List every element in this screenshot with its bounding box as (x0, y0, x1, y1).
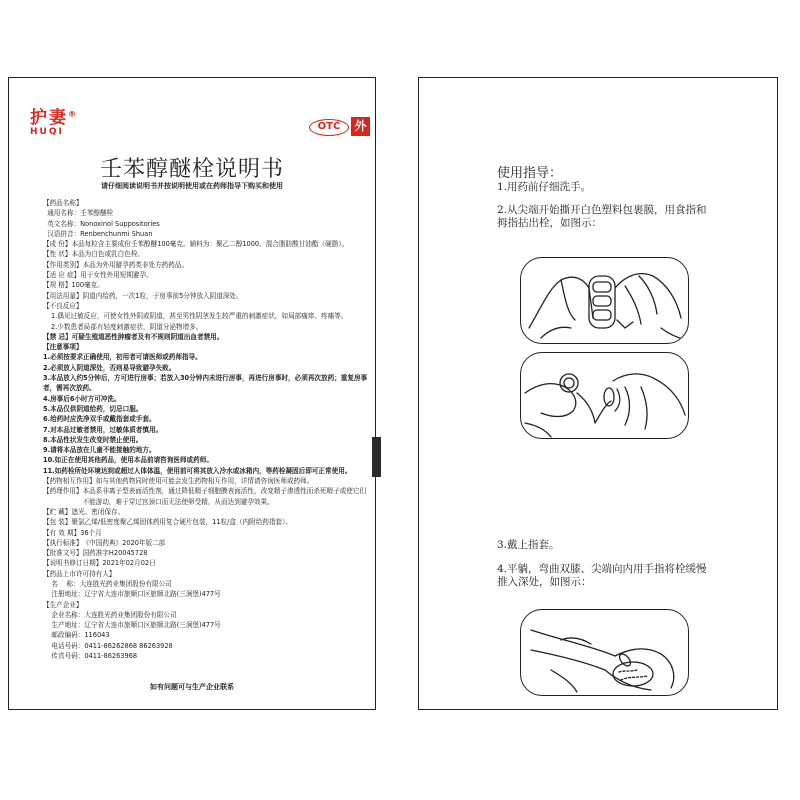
leaflet-section (43, 270, 369, 280)
field-value (83, 198, 369, 208)
leaflet-section (43, 229, 369, 239)
registered-mark: ® (68, 109, 78, 119)
document-subtitle: 请仔细阅读说明书并按说明使用或在药师指导下购买和使用 (101, 182, 283, 190)
field-label: 英文名称： (43, 219, 81, 228)
leaflet-section (43, 301, 369, 311)
illustration-take-out-suppository (520, 352, 689, 439)
precaution-item: 8.本品性状发生改变时禁止使用。 (43, 435, 143, 444)
field-value: 2021年02月02日 (102, 559, 156, 568)
illustration-peel-wrapper (520, 257, 689, 344)
field-label: 生产地址： (43, 621, 85, 630)
precaution-item: 4.房事后6小时方可冲洗。 (43, 394, 121, 403)
leaflet-section (43, 507, 369, 517)
field-label: 【用法用量】 (43, 291, 83, 300)
field-value (116, 569, 369, 579)
document-title: 壬苯醇醚栓说明书 (99, 157, 284, 182)
brand-name-cn: 护妻 (30, 108, 68, 128)
leaflet-section (43, 219, 369, 229)
field-label: 【规 格】 (43, 281, 72, 290)
field-value: 《中国药典》2020年版二部 (82, 538, 166, 547)
field-label: 电话号码： (43, 641, 85, 650)
leaflet-section (43, 486, 369, 507)
leaflet-section (43, 651, 369, 661)
field-value: 100毫克。 (71, 281, 104, 290)
leaflet-section (43, 558, 369, 568)
field-value: 辽宁省大连市旅顺口区旅顺北路(三涧堡)477号 (84, 590, 221, 599)
usage-guide-title: 使用指导： (497, 166, 563, 181)
illustration-insert-suppository (520, 609, 689, 696)
contraindications: 【禁 忌】 可疑生殖道恶性肿瘤者及有不规则阴道出血者禁用。 (43, 332, 224, 341)
field-value (83, 301, 369, 311)
field-value: Renbenchunmi Shuan (80, 229, 153, 238)
precaution-item: 1.必须按要求正确使用，初用者可请医师或药师指导。 (43, 353, 202, 362)
usage-step-4: 4.平躺，弯曲双膝、尖端向内用手指将栓缓慢推入深处，如图示： (497, 563, 707, 588)
field-label: 【性 状】 (43, 250, 72, 259)
field-value: 遮光、密闭保存。 (71, 507, 125, 516)
leaflet-section (43, 620, 369, 630)
precaution-item: 2.必须放入阴道深处，否则易导致避孕失败。 (43, 363, 176, 372)
field-label: 【说明书修订日期】 (43, 559, 103, 568)
field-value: 国药准字H20045728 (82, 549, 148, 558)
leaflet-section (43, 641, 369, 651)
field-label: 【包 装】 (43, 518, 72, 527)
field-value: 用于女性外用短期避孕。 (80, 271, 153, 280)
field-label: 邮政编码： (43, 631, 85, 640)
leaflet-section (43, 208, 369, 218)
field-label: 【药品名称】 (43, 199, 83, 207)
field-value: 本品每粒含主要成份壬苯醇醚100毫克。辅料为：聚乙二醇1000、混合脂肪酸甘油酯（硬脂）。 (71, 240, 349, 249)
leaflet-section (43, 249, 369, 259)
right-page (418, 77, 778, 710)
field-value: 36个月 (80, 528, 102, 537)
field-label: 企业名称： (43, 610, 85, 619)
field-value: 大连胜光药业集团股份有限公司 (79, 579, 172, 588)
leaflet-section (43, 600, 369, 610)
usage-step-2: 2.从尖端开始撕开白色塑料包裹膜，用食指和拇指拈出栓，如图示： (497, 204, 707, 229)
brand-logo (30, 110, 78, 137)
field-label: 【执行标准】 (43, 538, 83, 547)
field-label: 注册地址： (43, 590, 85, 599)
leaflet-section (43, 239, 369, 249)
leaflet-section (43, 528, 369, 538)
leaflet-content (43, 198, 369, 661)
precaution-item: 11.如药栓所处环境达到或超过人体体温，使用前可将其放入冷水或冰箱内，等药栓凝固后即可正常使用。 (43, 466, 352, 475)
field-value: 本品为外用避孕药类非处方药药品。 (82, 260, 189, 269)
field-label: 【有 效 期】 (43, 528, 81, 537)
field-label: 通用名称： (43, 209, 81, 218)
external-use-badge: 外 (351, 117, 370, 136)
page-tab-marker (372, 437, 381, 477)
field-value: 大连胜光药业集团股份有限公司 (84, 610, 177, 619)
leaflet-section (43, 589, 369, 599)
leaflet-section (43, 569, 369, 579)
otc-badge: OTC (309, 119, 349, 136)
field-value: 116043 (84, 631, 110, 640)
precaution-item: 6.给药时应洗净双手或戴指套或手套。 (43, 415, 156, 424)
field-value: 聚氯乙烯/低密度聚乙烯固体药用复合硬片包装，11粒/盒（内附给药指套）。 (71, 518, 293, 527)
field-label: 【药品上市许可持有人】 (43, 569, 116, 578)
field-label: 【适 应 症】 (43, 271, 81, 280)
leaflet-section (43, 579, 369, 589)
field-value: 0411-86262868 86263928 (84, 641, 173, 650)
leaflet-section (43, 630, 369, 640)
field-label: 汉语拼音： (43, 229, 81, 238)
field-value: 壬苯醇醚栓 (80, 209, 114, 218)
field-value: Nonoxinol Suppositories (80, 219, 160, 228)
precaution-item: 9.请将本品放在儿童不能接触的地方。 (43, 446, 156, 455)
leaflet-section (43, 260, 369, 270)
field-value (83, 600, 369, 610)
field-value: 辽宁省大连市旅顺口区旅顺北路(三涧堡)477号 (84, 621, 221, 630)
adverse-reaction-item: 2.少数患者局部有轻度刺激症状，阴道分泌物增多。 (51, 322, 203, 331)
leaflet-section (43, 291, 369, 301)
field-label: 名 称： (43, 579, 80, 588)
field-label: 【生产企业】 (43, 600, 83, 609)
field-label: 【贮 藏】 (43, 507, 72, 516)
leaflet-section (43, 517, 369, 527)
field-label: 传真号码： (43, 652, 85, 661)
field-value: 0411-86263968 (84, 652, 138, 661)
leaflet-section (43, 610, 369, 620)
brand-name-en: HUQI (30, 127, 64, 137)
precaution-item: 10.如正在使用其他药品，使用本品前请咨询医师或药师。 (43, 456, 213, 465)
field-label: 【作用类别】 (43, 260, 83, 269)
leaflet-section (43, 548, 369, 558)
field-value: 本品系非离子型表面活性剂，通过降低精子细胞膜表面活性，改变精子渗透性而杀死精子或使它们不能游动，难于穿过宫颈口而无法使卵受精，从而达到避孕效果。 (82, 487, 367, 506)
precaution-item: 5.本品仅供阴道给药，切忌口服。 (43, 404, 143, 413)
leaflet-section (43, 538, 369, 548)
leaflet-section (43, 476, 369, 486)
field-label: 【不良反应】 (43, 301, 83, 310)
field-label: 【批准文号】 (43, 549, 83, 558)
adverse-reaction-item: 1.偶见过敏反应，可使女性外阴或阴道，甚至男性阴茎发生较严重的刺激症状，如局部瘙痒、疼痛等。 (51, 312, 348, 321)
field-value: 本品为白色或乳白色栓。 (71, 250, 145, 259)
field-value: 如与其他药物同时使用可能会发生药物相互作用，详情请咨询医师或药师。 (95, 477, 314, 486)
contact-footer: 如有问题可与生产企业联系 (150, 683, 234, 691)
precaution-item: 3.本品放入约5分钟后，方可进行房事；若放入30分钟内未进行房事，再进行房事时，必须再次放药；重复房事者，需再次放药。 (43, 374, 368, 393)
field-label: 【药物相互作用】 (43, 477, 96, 486)
precaution-item: 7.对本品过敏者禁用，过敏体质者慎用。 (43, 425, 163, 434)
left-page (8, 77, 376, 710)
precautions-heading: 【注意事项】 (43, 343, 83, 352)
leaflet-section (43, 198, 369, 208)
field-label: 【药理作用】 (43, 487, 83, 496)
field-label: 【成 份】 (43, 240, 72, 249)
usage-step-3: 3.戴上指套。 (497, 539, 560, 551)
field-value: 阴道内给药，一次1粒，于房事前5分钟放入阴道深处。 (82, 291, 243, 300)
usage-step-1: 1.用药前仔细洗手。 (497, 181, 592, 193)
leaflet-section (43, 280, 369, 290)
